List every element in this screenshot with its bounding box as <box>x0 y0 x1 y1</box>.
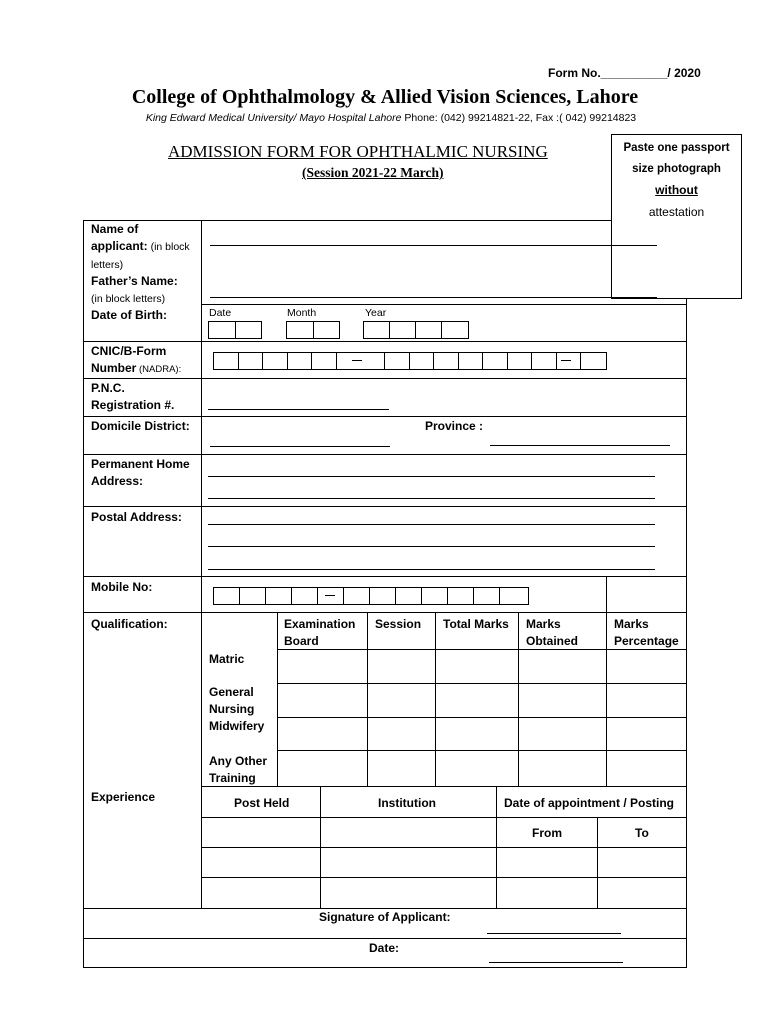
header-marks-percentage <box>614 616 679 650</box>
rule-right <box>686 298 687 967</box>
row-general-nursing <box>209 684 264 735</box>
rule <box>83 612 687 613</box>
rule-label-col <box>201 220 202 908</box>
pct-1: Marks <box>614 617 649 631</box>
rule <box>597 817 598 908</box>
signature-field[interactable] <box>487 933 621 934</box>
rule <box>277 612 278 786</box>
exam-1: Examination <box>284 617 356 631</box>
header-session: Session <box>375 617 422 631</box>
name-hint: (in block <box>147 241 190 253</box>
header-marks-obtained <box>526 616 578 650</box>
permanent-address-label <box>91 456 190 490</box>
form-number: Form No.__________/ 2020 <box>548 66 701 80</box>
name-label <box>91 221 190 274</box>
cnic-label <box>91 343 181 378</box>
photo-text-3: without <box>655 183 698 197</box>
domicile-label: Domicile District: <box>91 419 190 433</box>
rule <box>367 612 368 786</box>
photo-text-2: size photograph <box>632 163 721 175</box>
rule <box>277 649 687 650</box>
rule <box>606 612 607 786</box>
father-label <box>91 273 178 308</box>
father-field[interactable] <box>210 297 657 298</box>
header-institution: Institution <box>378 796 436 810</box>
header-date-appointment: Date of appointment / Posting <box>504 796 674 810</box>
college-contact <box>0 112 770 124</box>
date-field[interactable] <box>489 962 623 963</box>
date-label: Date: <box>369 941 400 955</box>
experience-label: Experience <box>91 790 156 804</box>
header-to: To <box>635 826 649 840</box>
permanent-address-line-2[interactable] <box>208 498 655 499</box>
domicile-field[interactable] <box>210 446 390 447</box>
header-from: From <box>532 826 562 840</box>
phone-fax-text: Phone: (042) 99214821-22, Fax :( 042) 99214823 <box>401 112 637 124</box>
header-post-held: Post Held <box>234 796 290 810</box>
rule <box>277 717 687 718</box>
name-label-1: Name of <box>91 222 139 236</box>
name-hint-2: letters) <box>91 259 124 271</box>
affiliation-text: King Edward Medical University/ Mayo Hospital Lahore <box>145 112 402 124</box>
dob-day-boxes[interactable] <box>208 321 262 339</box>
dob-date-label: Date <box>209 307 232 319</box>
rule <box>201 877 687 878</box>
rule <box>435 612 436 786</box>
college-name: College of Ophthalmology & Allied Vision Sciences, Lahore <box>131 86 639 108</box>
dob-month-label: Month <box>287 307 317 319</box>
postal-address-line-2[interactable] <box>208 546 655 547</box>
cnic-label-1: CNIC/B-Form <box>91 344 167 358</box>
rule-dob-top <box>201 304 687 305</box>
name-field[interactable] <box>210 245 657 246</box>
obt-1: Marks <box>526 617 561 631</box>
rule <box>83 378 687 379</box>
qualification-label: Qualification: <box>91 617 168 631</box>
rule <box>201 786 687 787</box>
rule <box>83 576 687 577</box>
pnc-label <box>91 380 174 414</box>
postal-address-line-1[interactable] <box>208 524 655 525</box>
rule <box>83 938 687 939</box>
province-field[interactable] <box>490 445 670 446</box>
photo-text-1: Paste one passport <box>623 142 730 154</box>
dob-label: Date of Birth: <box>91 308 167 322</box>
row-any-other-training <box>209 753 267 787</box>
pct-2: Percentage <box>614 634 679 648</box>
rule <box>83 341 687 342</box>
rule <box>277 683 687 684</box>
other-2: Training <box>209 771 256 785</box>
cnic-label-2: Number <box>91 361 137 375</box>
pnc-label-1: P.N.C. <box>91 381 125 395</box>
other-1: Any Other <box>209 754 268 768</box>
province-label: Province : <box>425 419 484 433</box>
header-examination-board <box>284 616 355 650</box>
perm-label-2: Address: <box>91 474 144 488</box>
pnc-field[interactable] <box>208 409 389 410</box>
gn-2: Nursing <box>209 702 255 716</box>
perm-label-1: Permanent Home <box>91 457 190 471</box>
rule-bottom <box>83 967 687 968</box>
session-text: (Session 2021-22 March) <box>302 165 444 180</box>
cnic-boxes[interactable] <box>213 352 607 370</box>
form-title: ADMISSION FORM FOR OPHTHALMIC NURSING <box>168 142 548 161</box>
father-hint: (in block letters) <box>91 293 166 305</box>
pnc-label-2: Registration #. <box>91 398 175 412</box>
rule <box>83 506 687 507</box>
mobile-boxes[interactable] <box>213 587 529 605</box>
rule <box>277 750 687 751</box>
cnic-dash-2 <box>561 360 571 361</box>
gn-3: Midwifery <box>209 719 265 733</box>
rule <box>518 612 519 786</box>
header-total-marks: Total Marks <box>443 617 509 631</box>
dob-month-boxes[interactable] <box>286 321 340 339</box>
dob-year-boxes[interactable] <box>363 321 469 339</box>
dob-year-label: Year <box>365 307 387 319</box>
rule <box>201 817 687 818</box>
rule <box>83 416 687 417</box>
row-matric: Matric <box>209 652 245 666</box>
rule-left <box>83 220 84 967</box>
postal-address-label: Postal Address: <box>91 510 182 524</box>
mobile-label: Mobile No: <box>91 580 153 594</box>
obt-2: Obtained <box>526 634 579 648</box>
postal-address-line-3[interactable] <box>208 569 655 570</box>
cnic-hint: (NADRA): <box>136 364 182 375</box>
rule <box>83 454 687 455</box>
signature-label: Signature of Applicant: <box>319 910 451 924</box>
rule <box>606 576 607 612</box>
father-label-text: Father’s Name: <box>91 274 178 288</box>
gn-1: General <box>209 685 254 699</box>
exam-2: Board <box>284 634 319 648</box>
cnic-dash-1 <box>352 360 362 361</box>
photo-text-4: attestation <box>648 205 705 219</box>
permanent-address-line-1[interactable] <box>208 476 655 477</box>
name-label-2: applicant: <box>91 239 148 253</box>
rule <box>201 847 687 848</box>
mobile-dash <box>325 595 335 596</box>
